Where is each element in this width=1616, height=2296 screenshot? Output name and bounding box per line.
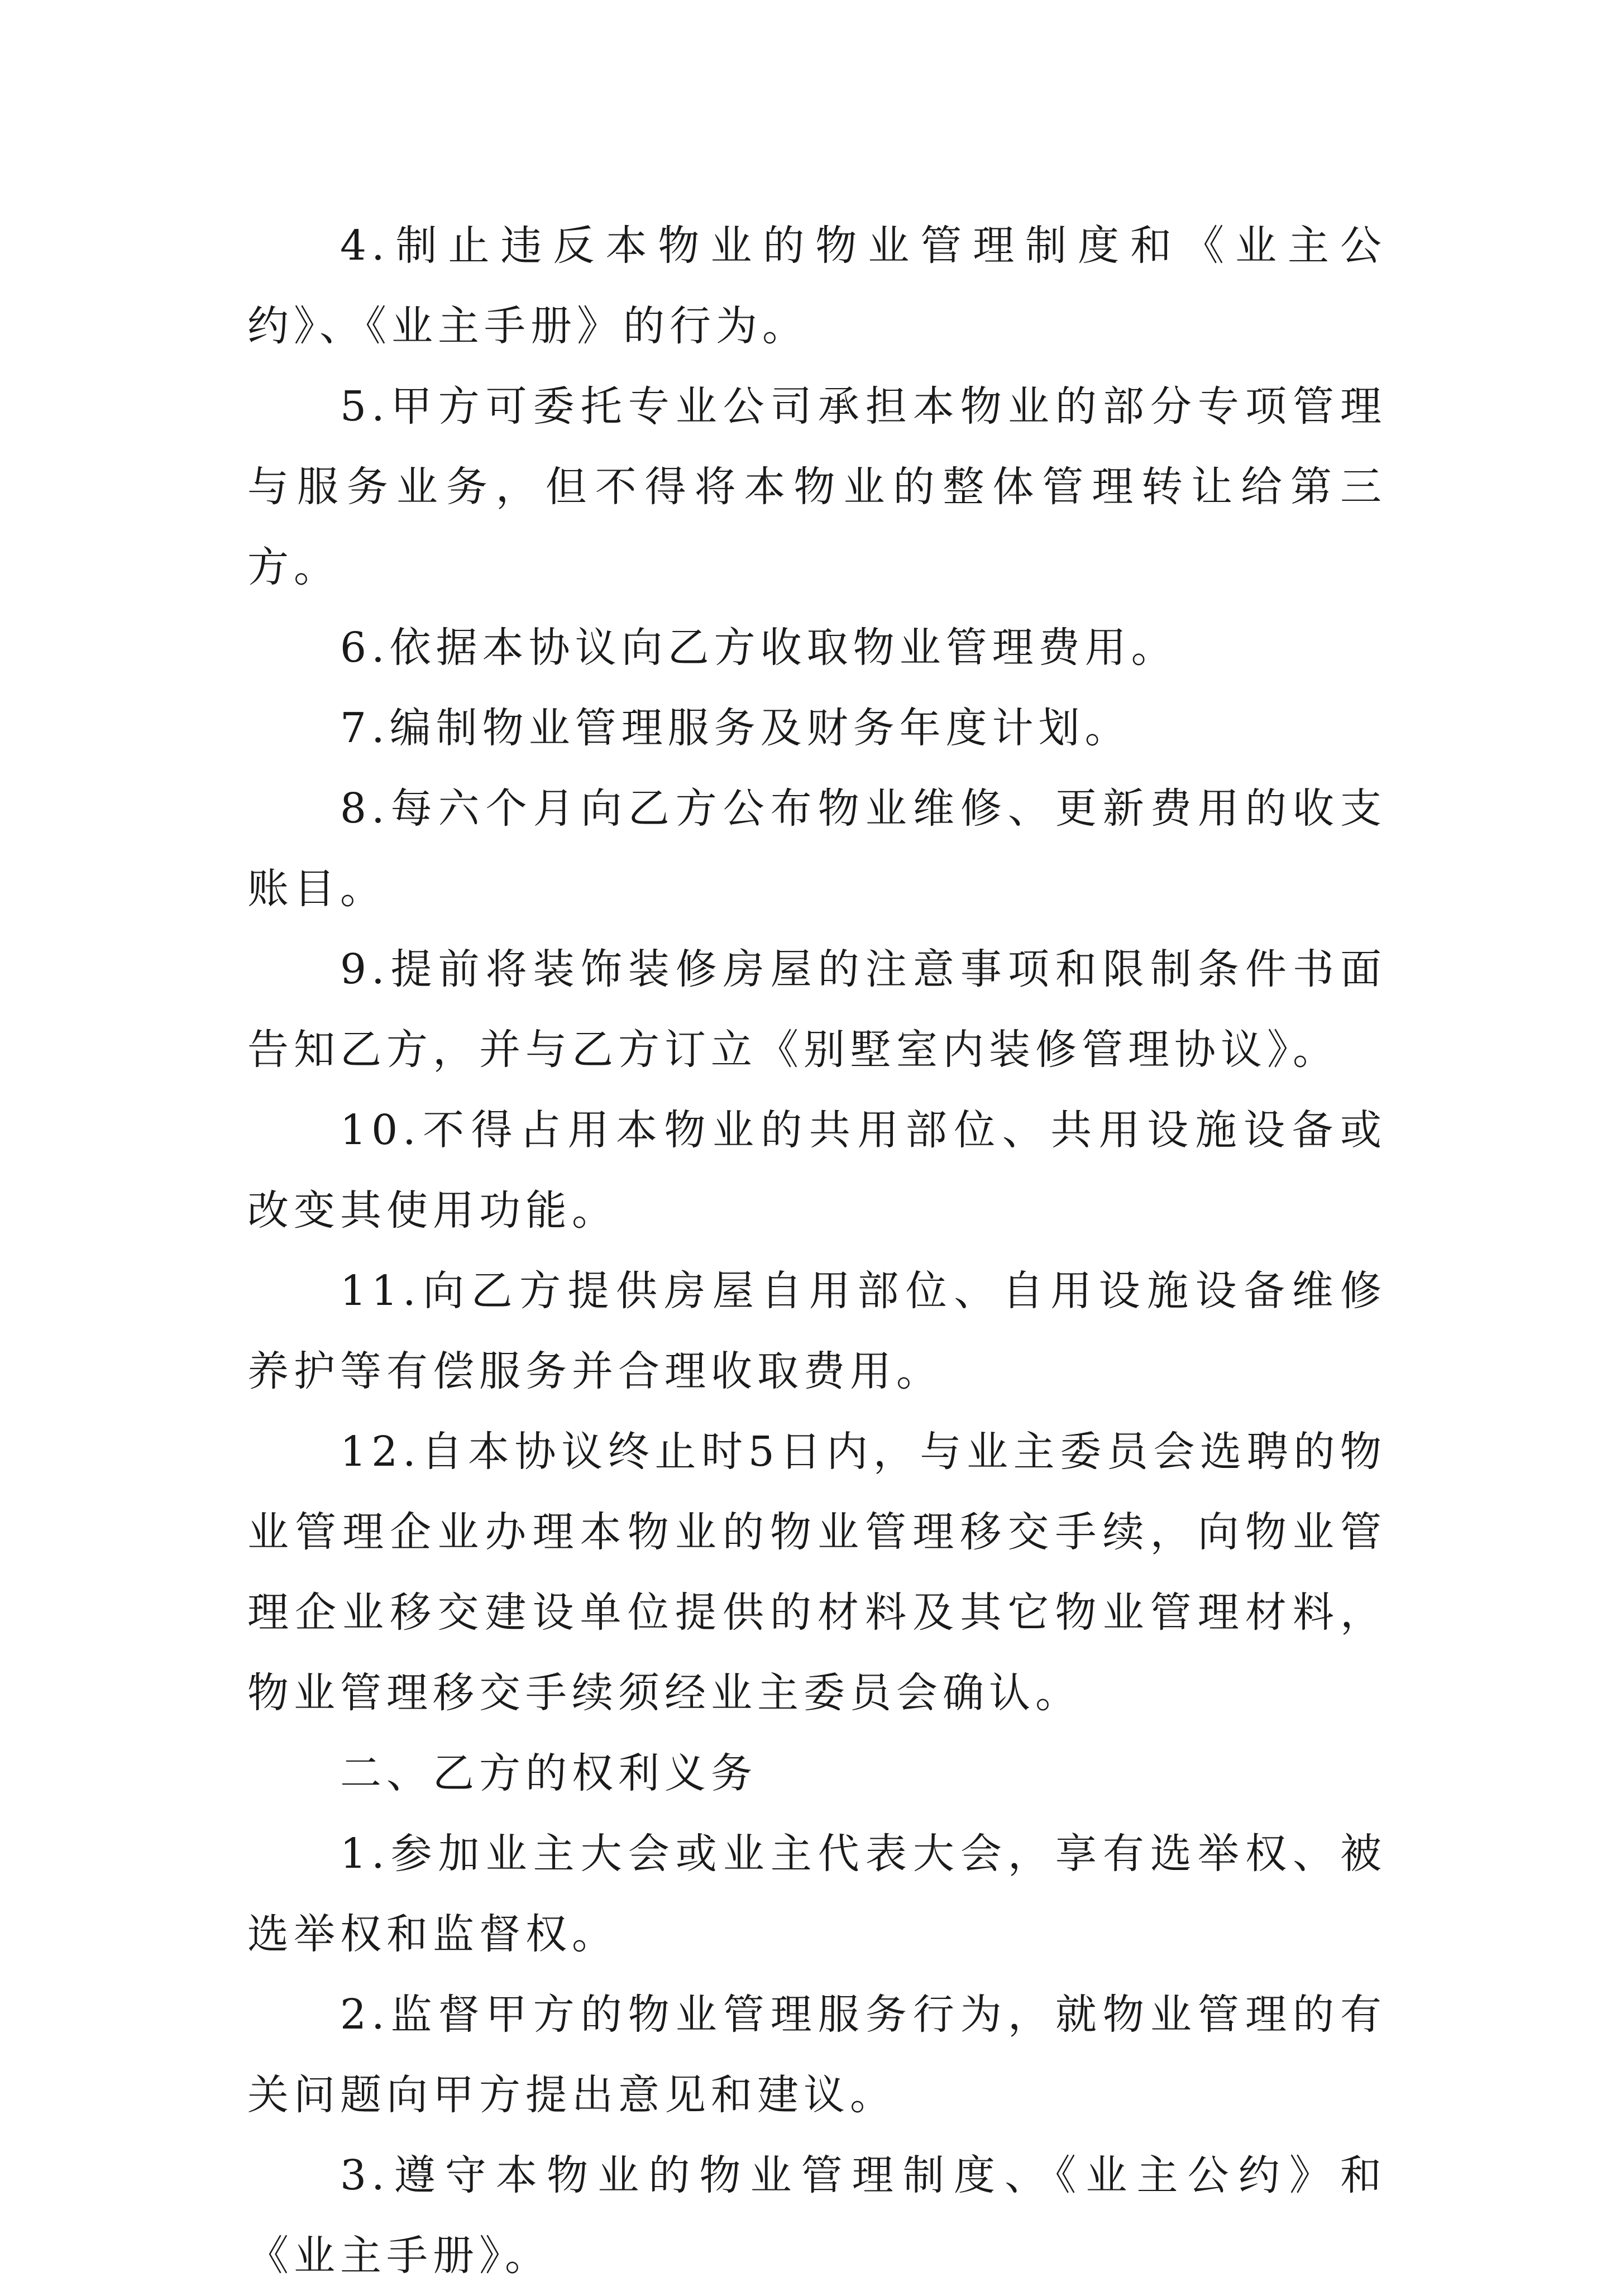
- paragraph-item-4: 4.制止违反本物业的物业管理制度和《业主公约》、《业主手册》的行为。: [247, 222, 1386, 350]
- document-body: [247, 205, 1386, 2296]
- section-heading: 二、乙方的权利义务: [340, 1749, 757, 1797]
- paragraph-item-10: 10.不得占用本物业的共用部位、共用设施设备或改变其使用功能。: [247, 1106, 1386, 1235]
- paragraph-item-12: 12.自本协议终止时5日内，与业主委员会选聘的物业管理企业办理本物业的物业管理移交手续，向物业管理企业移交建设单位提供的材料及其它物业管理材料，物业管理移交手续须经业主委员会确认。: [247, 1428, 1386, 1717]
- paragraph-item-7: 7.编制物业管理服务及财务年度计划。: [340, 704, 1131, 752]
- paragraph-item-3: 3.遵守本物业的物业管理制度、《业主公约》和《业主手册》。: [247, 2151, 1386, 2280]
- paragraph-item-11: 11.向乙方提供房屋自用部位、自用设施设备维修养护等有偿服务并合理收取费用。: [247, 1267, 1386, 1395]
- paragraph-item-2: 2.监督甲方的物业管理服务行为，就物业管理的有关问题向甲方提出意见和建议。: [247, 1991, 1386, 2119]
- paragraph-item-6: 6.依据本协议向乙方收取物业管理费用。: [340, 624, 1178, 672]
- paragraph-item-5: 5.甲方可委托专业公司承担本物业的部分专项管理与服务业务，但不得将本物业的整体管理转让给第三方。: [247, 382, 1386, 591]
- paragraph-item-9: 9.提前将装饰装修房屋的注意事项和限制条件书面告知乙方，并与乙方订立《别墅室内装修管理协议》。: [247, 945, 1386, 1074]
- paragraph-item-1: 1.参加业主大会或业主代表大会，享有选举权、被选举权和监督权。: [247, 1830, 1386, 1958]
- paragraph-item-8: 8.每六个月向乙方公布物业维修、更新费用的收支账目。: [247, 785, 1386, 913]
